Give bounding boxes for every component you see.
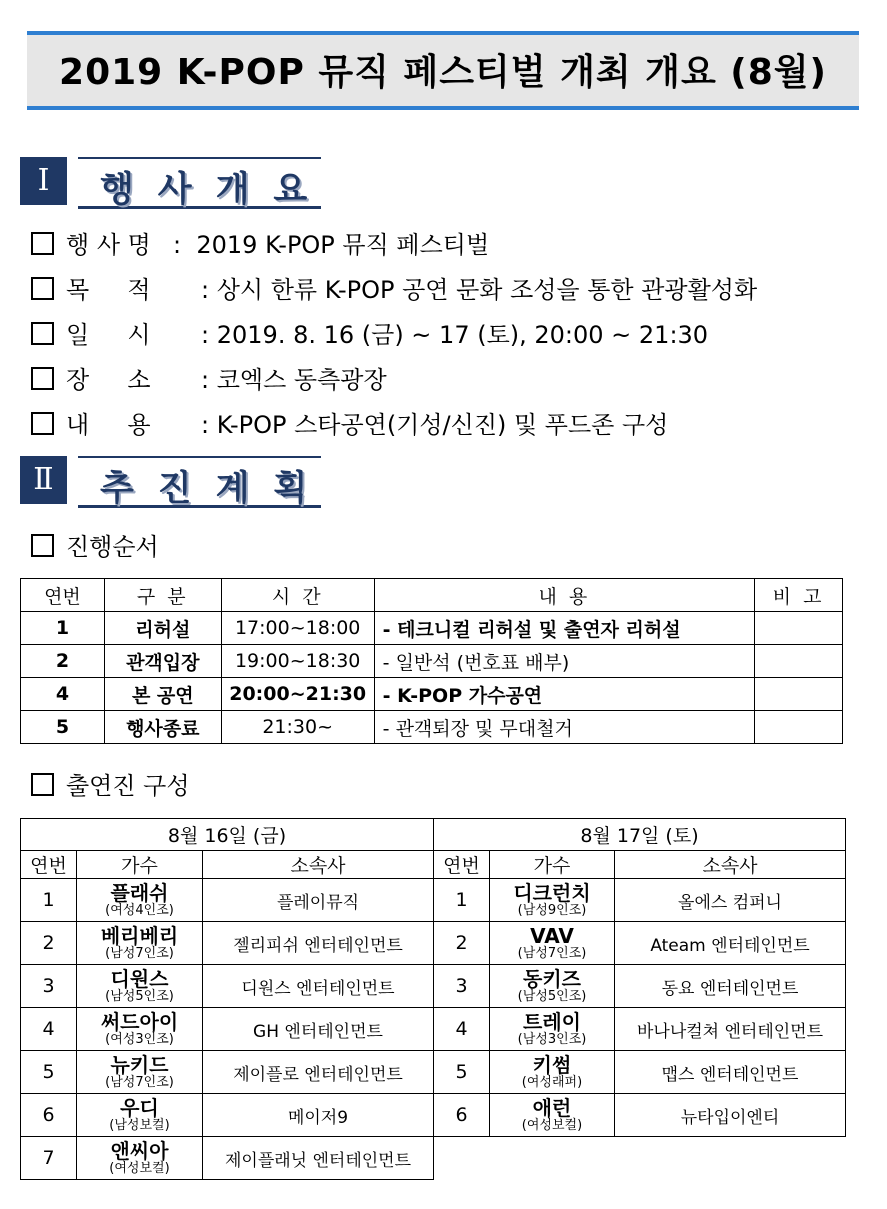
- section-1-title-box: [78, 157, 332, 210]
- checkbox-icon: [31, 534, 54, 557]
- overview-value: 2019. 8. 16 (금) ~ 17 (토), 20:00 ~ 21:30: [216, 321, 709, 349]
- singer-group: (남성7인조): [105, 945, 174, 961]
- table-row: [21, 612, 843, 645]
- cell-no: 2: [21, 645, 105, 678]
- cell-content: - 일반석 (번호표 배부): [374, 645, 754, 678]
- section-1-title: 행사개요: [100, 170, 332, 210]
- table-row: 7 앤씨아 (여성보컬) 제이플래닛 엔터테인먼트: [21, 1137, 846, 1180]
- agency-cell: 디원스 엔터테인먼트: [203, 965, 434, 1008]
- agency-cell: 바나나컬쳐 엔터테인먼트: [615, 1008, 846, 1051]
- overview-value: 상시 한류 K-POP 공연 문화 조성을 통한 관광활성화: [216, 276, 758, 304]
- singer-group: (남성9인조): [517, 902, 587, 918]
- column-header: 내 용: [374, 579, 754, 612]
- singer-name: VAV: [530, 923, 574, 948]
- cell-time: 20:00~21:30: [221, 678, 374, 711]
- checkbox-icon: [31, 232, 54, 255]
- singer-name: 트레이: [523, 1009, 581, 1034]
- cell-note: [755, 645, 843, 678]
- overview-label: 내 용: [66, 411, 151, 439]
- agency-cell: GH 엔터테인먼트: [203, 1008, 434, 1051]
- cell-type: 관객입장: [104, 645, 221, 678]
- agency-cell: 제이플래닛 엔터테인먼트: [203, 1137, 434, 1180]
- section-1-number: Ⅰ: [20, 157, 67, 205]
- singer-group: (남성보컬): [109, 1117, 170, 1133]
- agency-cell: 동요 엔터테인먼트: [615, 965, 846, 1008]
- table-row: 5 뉴키드 (남성7인조) 제이플로 엔터테인먼트 5 키썸 (여성래퍼) 맵스 엔터테인먼트: [21, 1051, 846, 1094]
- table-row: 4 써드아이 (여성3인조) GH 엔터테인먼트 4 트레이 (남성3인조) 바나나컬쳐 엔터테인먼트: [21, 1008, 846, 1051]
- agency-cell: 플레이뮤직: [203, 879, 434, 922]
- day2-header: 8월 17일 (토): [434, 819, 846, 851]
- singer-cell: [77, 965, 203, 1008]
- table-row: 3 디원스 (남성5인조) 디원스 엔터테인먼트 3 동키즈 (남성5인조) 동요 엔터테인먼트: [21, 965, 846, 1008]
- agency-cell: 올에스 컴퍼니: [615, 879, 846, 922]
- singer-cell: [490, 1008, 615, 1051]
- checkbox-icon: [31, 322, 54, 345]
- singer-group: (남성3인조): [517, 1031, 587, 1047]
- cell-type: 행사종료: [104, 711, 221, 744]
- overview-sep: :: [201, 366, 210, 394]
- table-row: 6 우디 (남성보컬) 메이저9 6 애런 (여성보컬) 뉴타입이엔티: [21, 1094, 846, 1137]
- singer-cell: [77, 1137, 203, 1180]
- singer-cell: [77, 1051, 203, 1094]
- singer-group: (여성3인조): [105, 1031, 174, 1047]
- cast-heading: 출연진 구성: [31, 766, 190, 796]
- cell-note: [755, 711, 843, 744]
- table-row: 2 베리베리 (남성7인조) 젤리피쉬 엔터테인먼트 2 VAV (남성7인조) Ateam 엔터테인먼트: [21, 922, 846, 965]
- singer-name: 애런: [532, 1095, 572, 1120]
- procedure-heading: 진행순서: [31, 527, 159, 557]
- procedure-table: [20, 578, 843, 744]
- cell-note: [755, 678, 843, 711]
- table-header-row: [21, 579, 843, 612]
- singer-group: (여성4인조): [105, 902, 174, 918]
- overview-item: [31, 270, 758, 304]
- singer-group: (여성보컬): [109, 1160, 170, 1176]
- table-row: [21, 645, 843, 678]
- column-header: 연번: [21, 851, 77, 879]
- column-header: 연번: [21, 579, 105, 612]
- singer-cell: [77, 1008, 203, 1051]
- singer-cell: [490, 1094, 615, 1137]
- table-row: 1 플래쉬 (여성4인조) 플레이뮤직 1 디크런치 (남성9인조) 올에스 컴퍼니: [21, 879, 846, 922]
- singer-cell: [490, 879, 615, 922]
- table-row: [21, 678, 843, 711]
- agency-cell: 제이플로 엔터테인먼트: [203, 1051, 434, 1094]
- singer-name: 앤씨아: [110, 1138, 169, 1163]
- table-row: [21, 711, 843, 744]
- singer-name: 써드아이: [100, 1009, 179, 1034]
- column-header: 가수: [77, 851, 203, 879]
- column-header: 소속사: [203, 851, 434, 879]
- agency-cell: 메이저9: [203, 1094, 434, 1137]
- singer-cell: [490, 965, 615, 1008]
- cell-no: 4: [21, 678, 105, 711]
- singer-cell: [77, 1094, 203, 1137]
- overview-label: 목 적: [66, 276, 151, 304]
- overview-item: [31, 225, 490, 259]
- cell-no: 5: [21, 711, 105, 744]
- singer-cell: [77, 879, 203, 922]
- overview-sep: :: [173, 231, 182, 259]
- overview-sep: :: [201, 276, 210, 304]
- section-2-title: 추진계획: [100, 469, 332, 509]
- overview-item: [31, 360, 387, 394]
- cell-time: 17:00~18:00: [221, 612, 374, 645]
- singer-group: (남성5인조): [517, 988, 587, 1004]
- singer-group: (여성래퍼): [521, 1074, 583, 1090]
- singer-group: (남성7인조): [517, 945, 587, 961]
- singer-name: 우디: [120, 1095, 159, 1120]
- singer-group: (남성5인조): [105, 988, 174, 1004]
- checkbox-icon: [31, 412, 54, 435]
- singer-group: (남성7인조): [105, 1074, 174, 1090]
- column-header: 시 간: [221, 579, 374, 612]
- singer-name: 플래쉬: [110, 880, 169, 905]
- cell-content: - 테크니컬 리허설 및 출연자 리허설: [374, 612, 754, 645]
- cell-no: 1: [21, 612, 105, 645]
- section-2-title-box: [78, 456, 332, 509]
- singer-name: 키썸: [532, 1052, 572, 1077]
- day1-header: 8월 16일 (금): [21, 819, 434, 851]
- overview-item: [31, 405, 669, 439]
- cell-time: 19:00~18:30: [221, 645, 374, 678]
- agency-cell: Ateam 엔터테인먼트: [615, 922, 846, 965]
- agency-cell: 젤리피쉬 엔터테인먼트: [203, 922, 434, 965]
- singer-name: 동키즈: [523, 966, 581, 991]
- cell-type: 본 공연: [104, 678, 221, 711]
- singer-name: 뉴키드: [110, 1052, 169, 1077]
- cell-content: - K-POP 가수공연: [374, 678, 754, 711]
- cell-note: [755, 612, 843, 645]
- singer-cell: [490, 922, 615, 965]
- column-header: 구 분: [104, 579, 221, 612]
- overview-value: K-POP 스타공연(기성/신진) 및 푸드존 구성: [216, 411, 669, 439]
- column-header: 소속사: [615, 851, 846, 879]
- overview-value: 코엑스 동측광장: [216, 366, 387, 394]
- checkbox-icon: [31, 773, 54, 796]
- singer-group: (여성보컬): [521, 1117, 583, 1133]
- singer-cell: [490, 1051, 615, 1094]
- overview-sep: :: [201, 411, 210, 439]
- cell-time: 21:30~: [221, 711, 374, 744]
- singer-name: 디크런치: [513, 880, 591, 905]
- column-header: 비 고: [755, 579, 843, 612]
- singer-cell: [77, 922, 203, 965]
- checkbox-icon: [31, 277, 54, 300]
- agency-cell: 뉴타입이엔티: [615, 1094, 846, 1137]
- page-title: 2019 K-POP 뮤직 페스티벌 개최 개요 (8월): [59, 52, 827, 93]
- checkbox-icon: [31, 367, 54, 390]
- agency-cell: 맵스 엔터테인먼트: [615, 1051, 846, 1094]
- overview-label: 일 시: [66, 321, 151, 349]
- title-banner: [27, 31, 859, 110]
- overview-label: 행 사 명: [66, 231, 151, 259]
- overview-label: 장 소: [66, 366, 151, 394]
- overview-value: 2019 K-POP 뮤직 페스티벌: [196, 231, 490, 259]
- cell-content: - 관객퇴장 및 무대철거: [374, 711, 754, 744]
- column-header: 연번: [434, 851, 490, 879]
- section-2-number: Ⅱ: [20, 456, 67, 504]
- overview-sep: :: [201, 321, 210, 349]
- cell-type: 리허설: [104, 612, 221, 645]
- column-header: 가수: [490, 851, 615, 879]
- singer-name: 디원스: [110, 966, 169, 991]
- cast-table: [20, 818, 846, 1180]
- overview-item: [31, 315, 709, 349]
- singer-name: 베리베리: [100, 923, 179, 948]
